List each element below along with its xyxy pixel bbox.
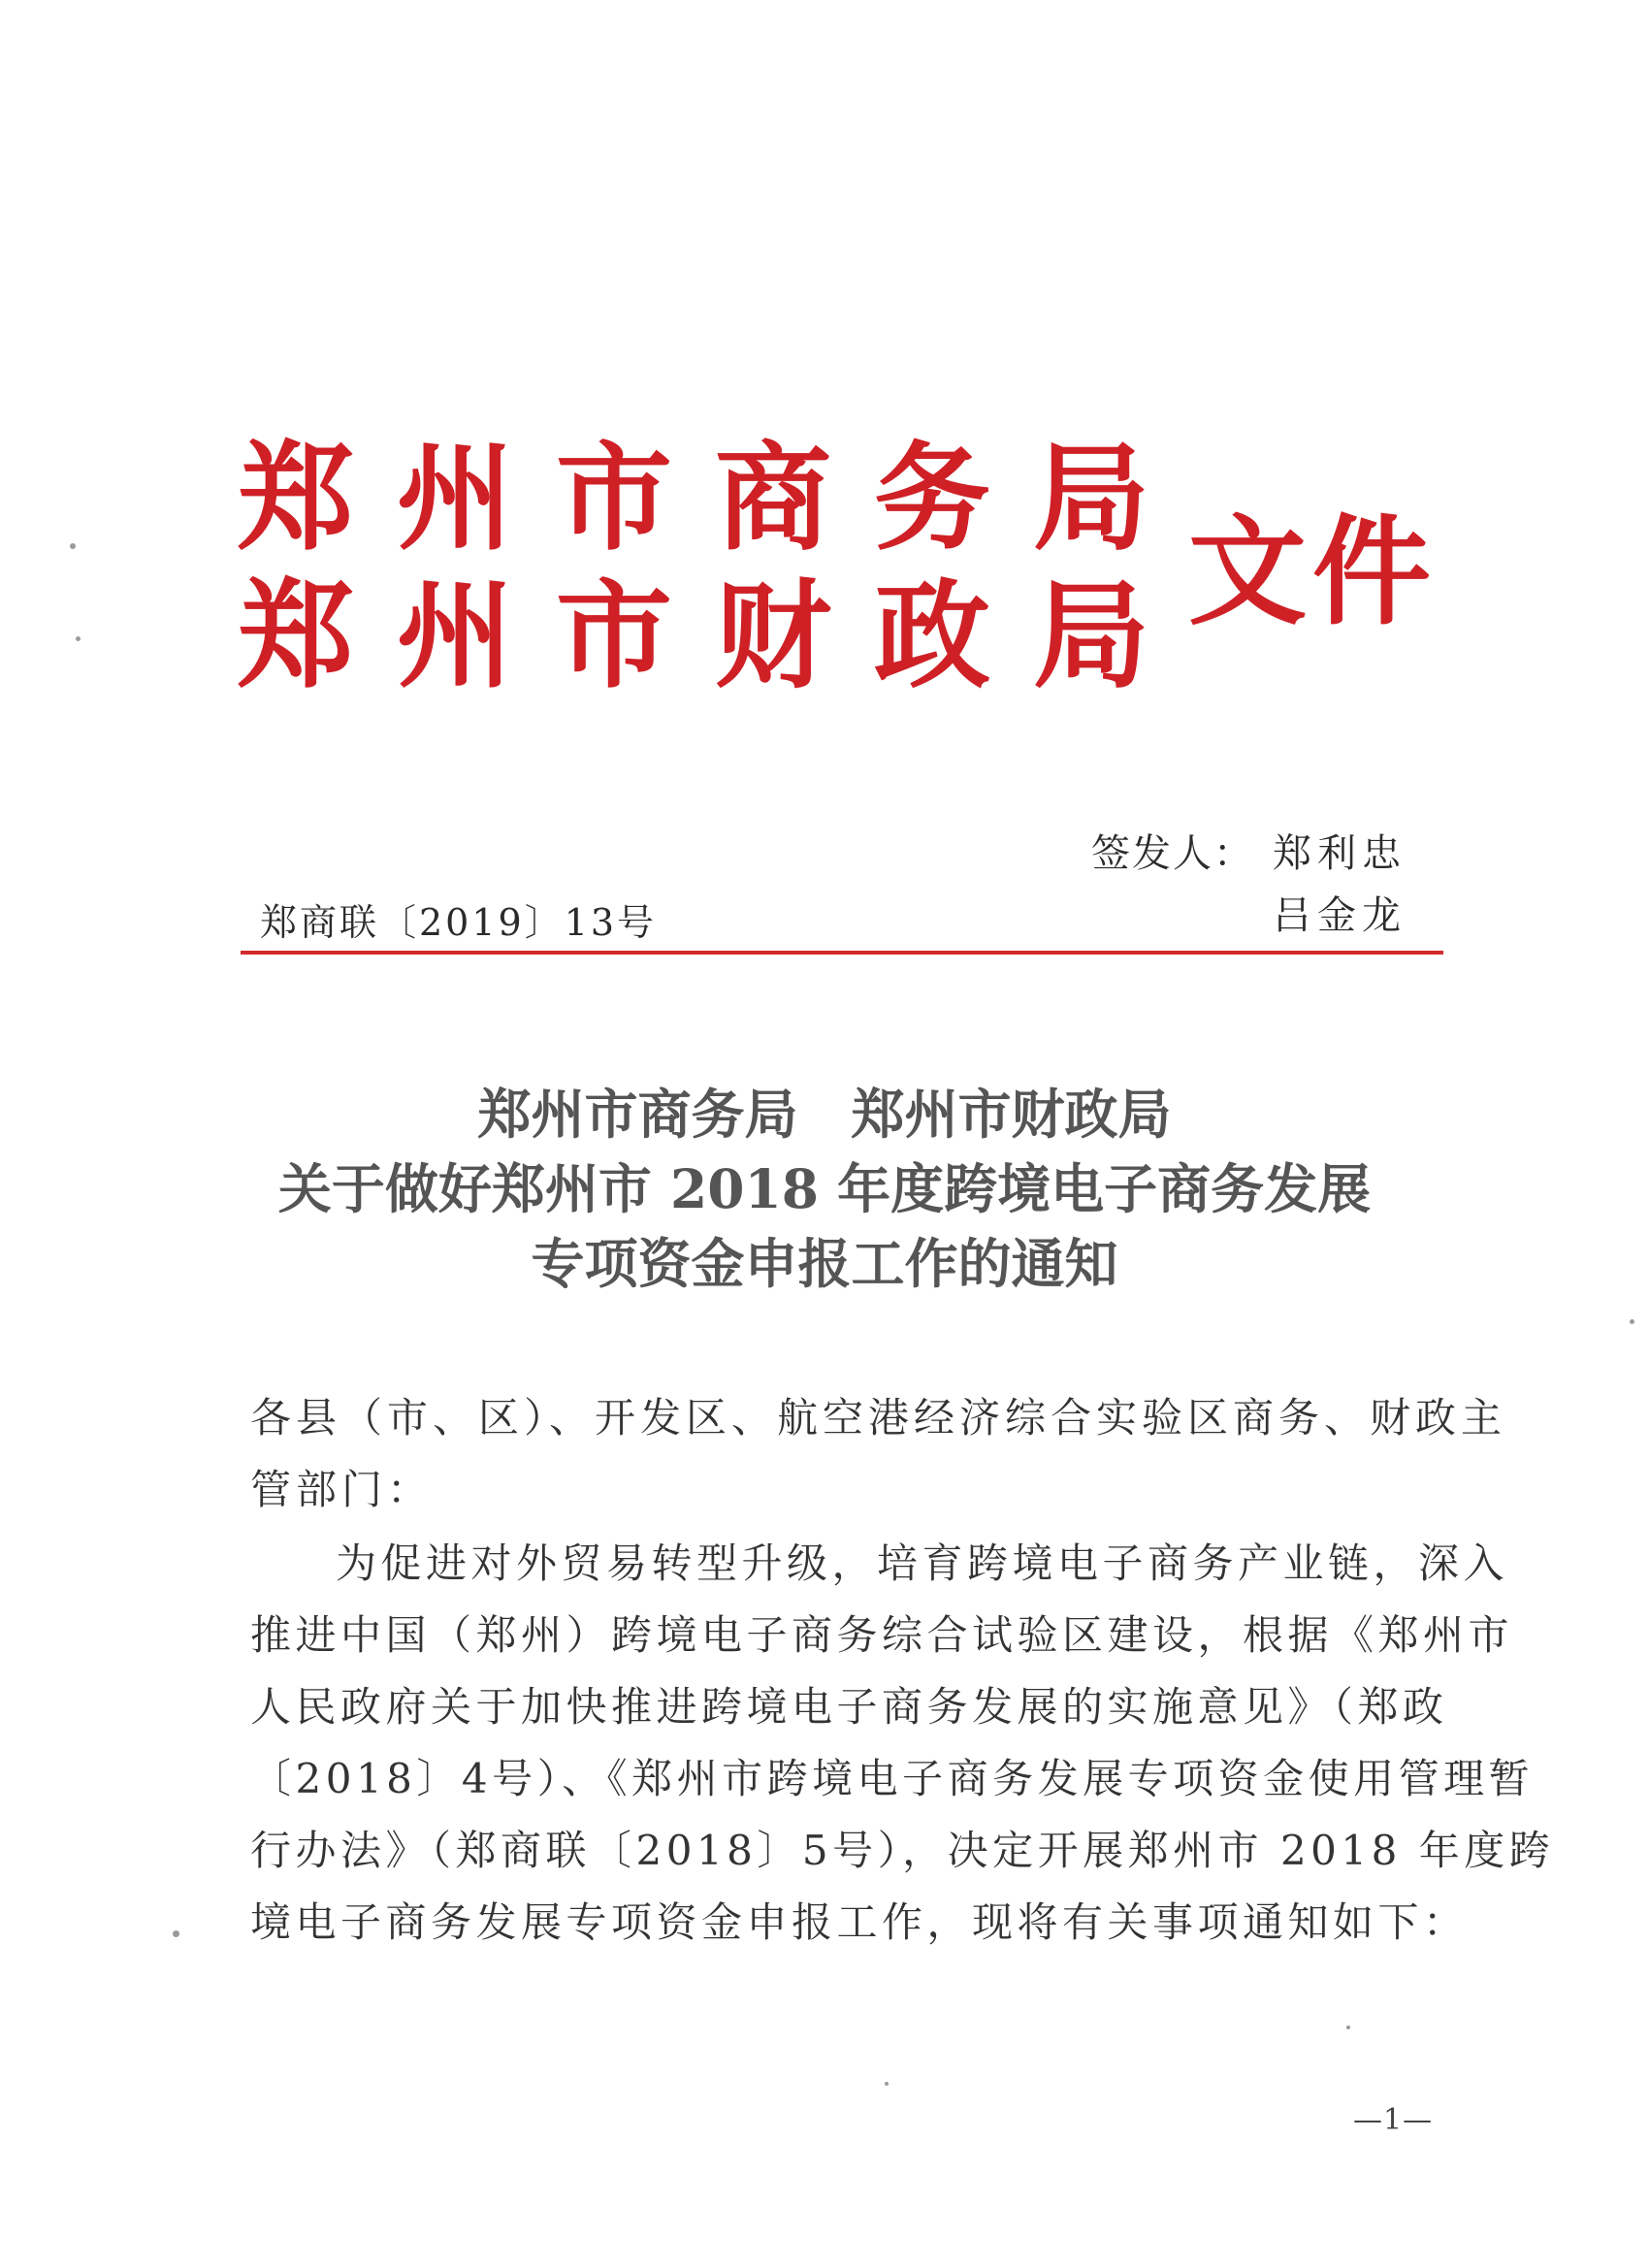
scan-speck	[1630, 1319, 1634, 1324]
issuer-char: 局	[1033, 432, 1149, 567]
scan-speck	[1346, 2025, 1350, 2029]
signer-label: 签发人：	[1091, 831, 1254, 876]
paragraph-line: 境电子商务发展专项资金申报工作，现将有关事项通知如下：	[250, 1898, 1469, 1946]
issuer-finance-bureau	[233, 569, 1154, 704]
issuer-char: 局	[1033, 569, 1149, 704]
issuer-char: 政	[874, 569, 990, 704]
file-word: 文件	[1188, 503, 1437, 641]
signer-name: 吕金龙	[1273, 893, 1406, 938]
scan-speck	[173, 1930, 179, 1937]
issuer-char: 财	[715, 569, 831, 704]
scan-speck	[70, 543, 76, 549]
scan-speck	[76, 636, 81, 641]
title-line-subject: 关于做好郑州市 2018 年度跨境电子商务发展	[277, 1157, 1372, 1220]
paragraph-line: 〔2018〕4号）、《郑州市跨境电子商务发展专项资金使用管理暂	[250, 1755, 1535, 1802]
page-number: —1—	[1353, 2103, 1434, 2137]
issuer-char: 市	[556, 569, 672, 704]
title-line-subject-end: 专项资金申报工作的通知	[531, 1232, 1118, 1295]
red-divider-rule	[241, 951, 1443, 955]
issuer-char: 州	[397, 432, 513, 567]
signer-name: 郑利忠	[1273, 831, 1406, 876]
issuer-commerce-bureau	[233, 432, 1154, 567]
salutation-line: 各县（市、区）、开发区、航空港经济综合实验区商务、财政主	[250, 1394, 1507, 1442]
document-number: 郑商联〔2019〕13号	[260, 901, 658, 944]
title-line-issuers: 郑州市商务局 郑州市财政局	[477, 1083, 1172, 1146]
paragraph-line: 推进中国（郑州）跨境电子商务综合试验区建设，根据《郑州市	[250, 1611, 1514, 1659]
issuer-char: 州	[397, 569, 513, 704]
issuer-char: 市	[556, 432, 672, 567]
salutation	[250, 1382, 1507, 1526]
issuer-char: 务	[874, 432, 990, 567]
salutation-line: 管部门：	[250, 1466, 434, 1513]
issuer-char: 商	[715, 432, 831, 567]
paragraph-line: 人民政府关于加快推进跨境电子商务发展的实施意见》（郑政	[250, 1683, 1448, 1731]
red-masthead	[233, 432, 1445, 713]
body-paragraph	[250, 1528, 1555, 1959]
paragraph-line: 行办法》（郑商联〔2018〕5号），决定开展郑州市 2018 年度跨	[250, 1827, 1555, 1874]
issuer-char: 郑	[238, 569, 354, 704]
issuer-char: 郑	[238, 432, 354, 567]
paragraph-line: 为促进对外贸易转型升级，培育跨境电子商务产业链，深入	[336, 1539, 1509, 1587]
scan-speck	[885, 2082, 889, 2086]
notice-title	[194, 1077, 1455, 1301]
